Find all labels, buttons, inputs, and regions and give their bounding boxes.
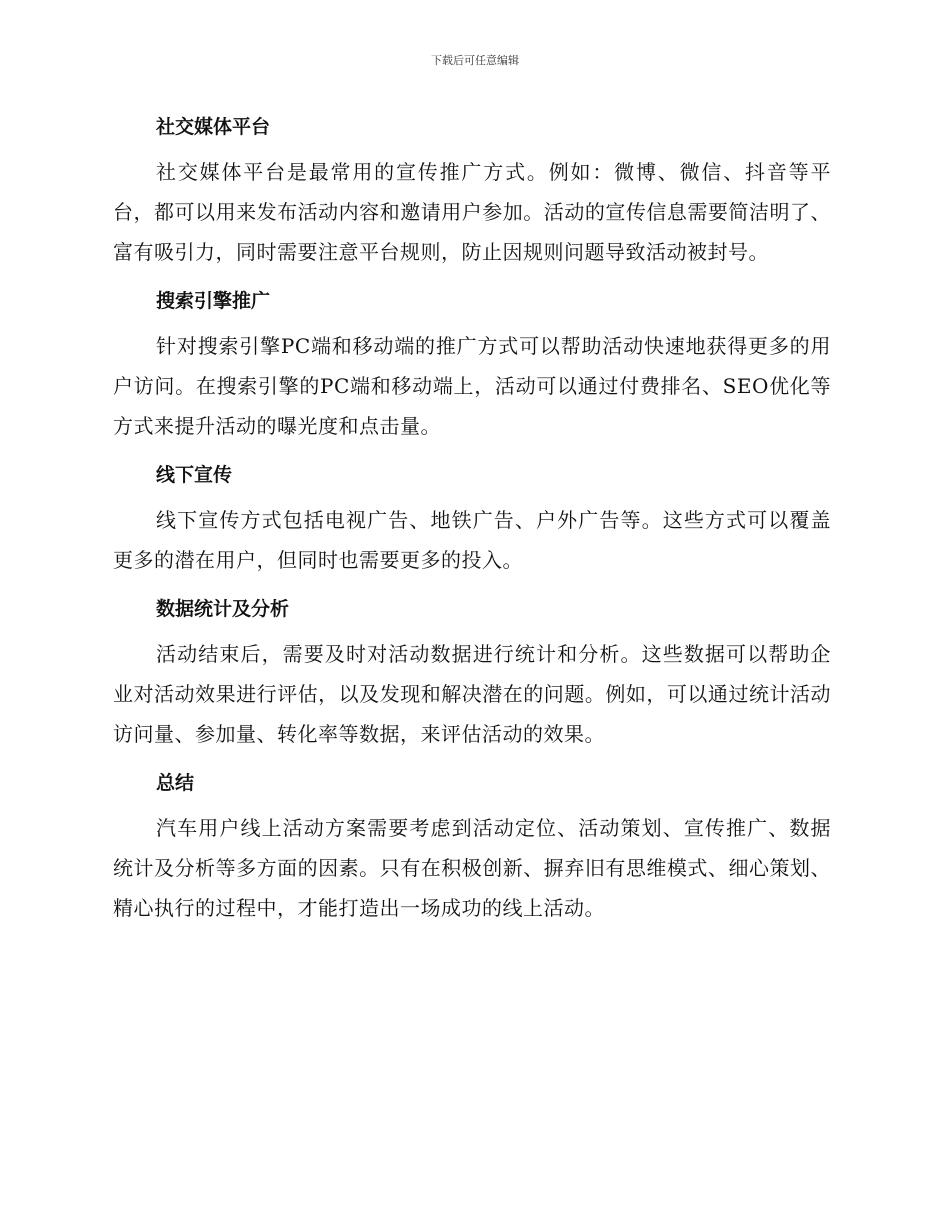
section-heading: 数据统计及分析 (156, 598, 290, 620)
section-summary (113, 764, 831, 928)
page-header: 下载后可任意编辑 (431, 54, 519, 67)
section-paragraph: 汽车用户线上活动方案需要考虑到活动定位、活动策划、宣传推广、数据统计及分析等多方面的因素。只有在积极创新、摒弃旧有思维模式、细心策划、精心执行的过程中，才能打造出一场成功的线上活动。 (113, 816, 831, 920)
section-heading: 线下宣传 (156, 464, 233, 486)
section-heading: 总结 (156, 772, 195, 794)
section-paragraph: 线下宣传方式包括电视广告、地铁广告、户外广告等。这些方式可以覆盖更多的潜在用户，但同时也需要更多的投入。 (113, 508, 831, 572)
section-paragraph: 活动结束后，需要及时对活动数据进行统计和分析。这些数据可以帮助企业对活动效果进行评估，以及发现和解决潜在的问题。例如，可以通过统计活动访问量、参加量、转化率等数据，来评估活动的效果。 (113, 642, 831, 746)
document-content (113, 108, 831, 938)
section-offline-promotion (113, 456, 831, 580)
section-paragraph: 针对搜索引擎PC端和移动端的推广方式可以帮助活动快速地获得更多的用户访问。在搜索引擎的PC端和移动端上，活动可以通过付费排名、SEO优化等方式来提升活动的曝光度和点击量。 (113, 334, 831, 438)
section-search-engine (113, 282, 831, 446)
section-paragraph: 社交媒体平台是最常用的宣传推广方式。例如：微博、微信、抖音等平台，都可以用来发布活动内容和邀请用户参加。活动的宣传信息需要简洁明了、富有吸引力，同时需要注意平台规则，防止因规则问题导致活动被封号。 (113, 160, 831, 264)
section-social-media (113, 108, 831, 272)
section-heading: 社交媒体平台 (156, 116, 271, 138)
section-heading: 搜索引擎推广 (156, 290, 271, 312)
section-data-analysis (113, 590, 831, 754)
